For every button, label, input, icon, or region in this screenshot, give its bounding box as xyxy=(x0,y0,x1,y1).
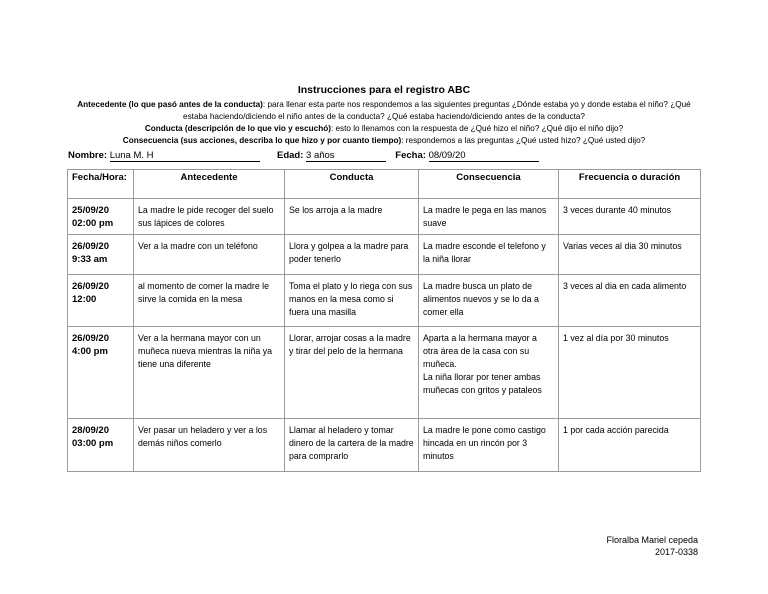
row-time: 12:00 xyxy=(72,294,97,305)
nombre-label: Nombre: xyxy=(68,150,108,161)
author-id: 2017-0338 xyxy=(654,547,698,557)
conducta-text: : esto lo llenamos con la respuesta de ¿Qué hizo el niño? ¿Qué dijo el niño dijo? xyxy=(330,124,624,133)
row-date: 28/09/20 xyxy=(72,425,109,436)
row-time: 02:00 pm xyxy=(72,218,114,229)
consecuencia-cell: La madre le pega en las manos suave xyxy=(419,199,559,235)
row-time: 03:00 pm xyxy=(72,438,114,449)
antecedente-cell: Ver a la madre con un teléfono xyxy=(134,235,285,275)
frecuencia-cell: 1 vez al día por 30 minutos xyxy=(559,327,701,419)
table-row xyxy=(68,275,701,327)
conducta-cell: Llora y golpea a la madre para poder tenerlo xyxy=(285,235,419,275)
table-header-row xyxy=(68,170,701,199)
consecuencia-extra-text: La niña llorar por tener ambas muñecas con gritos y pataleos xyxy=(423,372,542,395)
frecuencia-cell: 3 veces durante 40 minutos xyxy=(559,199,701,235)
header-conducta: Conducta xyxy=(285,170,419,199)
conducta-cell: Toma el plato y lo riega con sus manos en la mesa como si fuera una masilla xyxy=(285,275,419,327)
antecedente-cell: al momento de comer la madre le sirve la comida en la mesa xyxy=(134,275,285,327)
consecuencia-cell xyxy=(419,327,559,419)
header-antecedente: Antecedente xyxy=(134,170,285,199)
row-time: 9:33 am xyxy=(72,254,108,265)
header-consecuencia: Consecuencia xyxy=(419,170,559,199)
nombre-field[interactable]: Luna M. H xyxy=(110,150,260,162)
frecuencia-cell: Varias veces al dia 30 minutos xyxy=(559,235,701,275)
header-fields xyxy=(68,150,539,162)
conducta-cell: Se los arroja a la madre xyxy=(285,199,419,235)
conducta-cell: Llorar, arrojar cosas a la madre y tirar del pelo de la hermana xyxy=(285,327,419,419)
author-name: Floralba Mariel cepeda xyxy=(606,535,698,545)
table-row xyxy=(68,419,701,472)
antecedente-label: Antecedente (lo que pasó antes de la conducta) xyxy=(77,100,263,109)
header-frecuencia: Frecuencia o duración xyxy=(559,170,701,199)
row-date: 25/09/20 xyxy=(72,205,109,216)
table-row xyxy=(68,327,701,419)
date-cell xyxy=(68,275,134,327)
consecuencia-text: : respondemos a las preguntas ¿Qué usted hizo? ¿Qué usted dijo? xyxy=(401,136,646,145)
frecuencia-cell: 3 veces al dia en cada alimento xyxy=(559,275,701,327)
row-date: 26/09/20 xyxy=(72,333,109,344)
consecuencia-cell: La madre busca un plato de alimentos nuevos y se lo da a comer ella xyxy=(419,275,559,327)
antecedente-text: : para llenar esta parte nos respondemos a las siguientes preguntas ¿Dónde estaba yo y donde estaba el niño? ¿Qué estaba haciendo/diciendo el niño antes de la conducta? ¿Qué estaba haciendo/diciendo antes de la conducta? xyxy=(183,100,691,121)
table-row xyxy=(68,199,701,235)
instruction-conducta xyxy=(70,123,698,135)
instruction-antecedente xyxy=(70,99,698,123)
header-fecha-hora: Fecha/Hora: xyxy=(68,170,134,199)
row-time: 4:00 pm xyxy=(72,346,108,357)
consecuencia-cell: La madre le pone como castigo hincada en un rincón por 3 minutos xyxy=(419,419,559,472)
row-date: 26/09/20 xyxy=(72,281,109,292)
abc-table xyxy=(67,169,701,472)
instruction-consecuencia xyxy=(70,135,698,147)
fecha-label: Fecha: xyxy=(395,150,426,161)
date-cell xyxy=(68,327,134,419)
consecuencia-cell: La madre esconde el telefono y la niña llorar xyxy=(419,235,559,275)
antecedente-cell: La madre le pide recoger del suelo sus lápices de colores xyxy=(134,199,285,235)
edad-label: Edad: xyxy=(276,150,304,161)
consecuencia-label: Consecuencia (sus acciones, describa lo que hizo y por cuanto tiempo) xyxy=(122,136,402,145)
date-cell xyxy=(68,235,134,275)
antecedente-cell: Ver pasar un heladero y ver a los demás niños comerlo xyxy=(134,419,285,472)
conducta-cell: Llamar al heladero y tomar dinero de la cartera de la madre para comprarlo xyxy=(285,419,419,472)
consecuencia-text: Aparta a la hermana mayor a otra área de la casa con su muñeca. xyxy=(423,333,537,369)
date-cell xyxy=(68,199,134,235)
table-row xyxy=(68,235,701,275)
frecuencia-cell: 1 por cada acción parecida xyxy=(559,419,701,472)
conducta-label: Conducta (descripción de lo que vio y escuchó) xyxy=(144,124,331,133)
document-title: Instrucciones para el registro ABC xyxy=(297,84,471,96)
date-cell xyxy=(68,419,134,472)
edad-field[interactable]: 3 años xyxy=(306,150,386,162)
fecha-field[interactable]: 08/09/20 xyxy=(429,150,539,162)
antecedente-cell: Ver a la hermana mayor con un muñeca nueva mientras la niña ya tiene una diferente xyxy=(134,327,285,419)
row-date: 26/09/20 xyxy=(72,241,109,252)
